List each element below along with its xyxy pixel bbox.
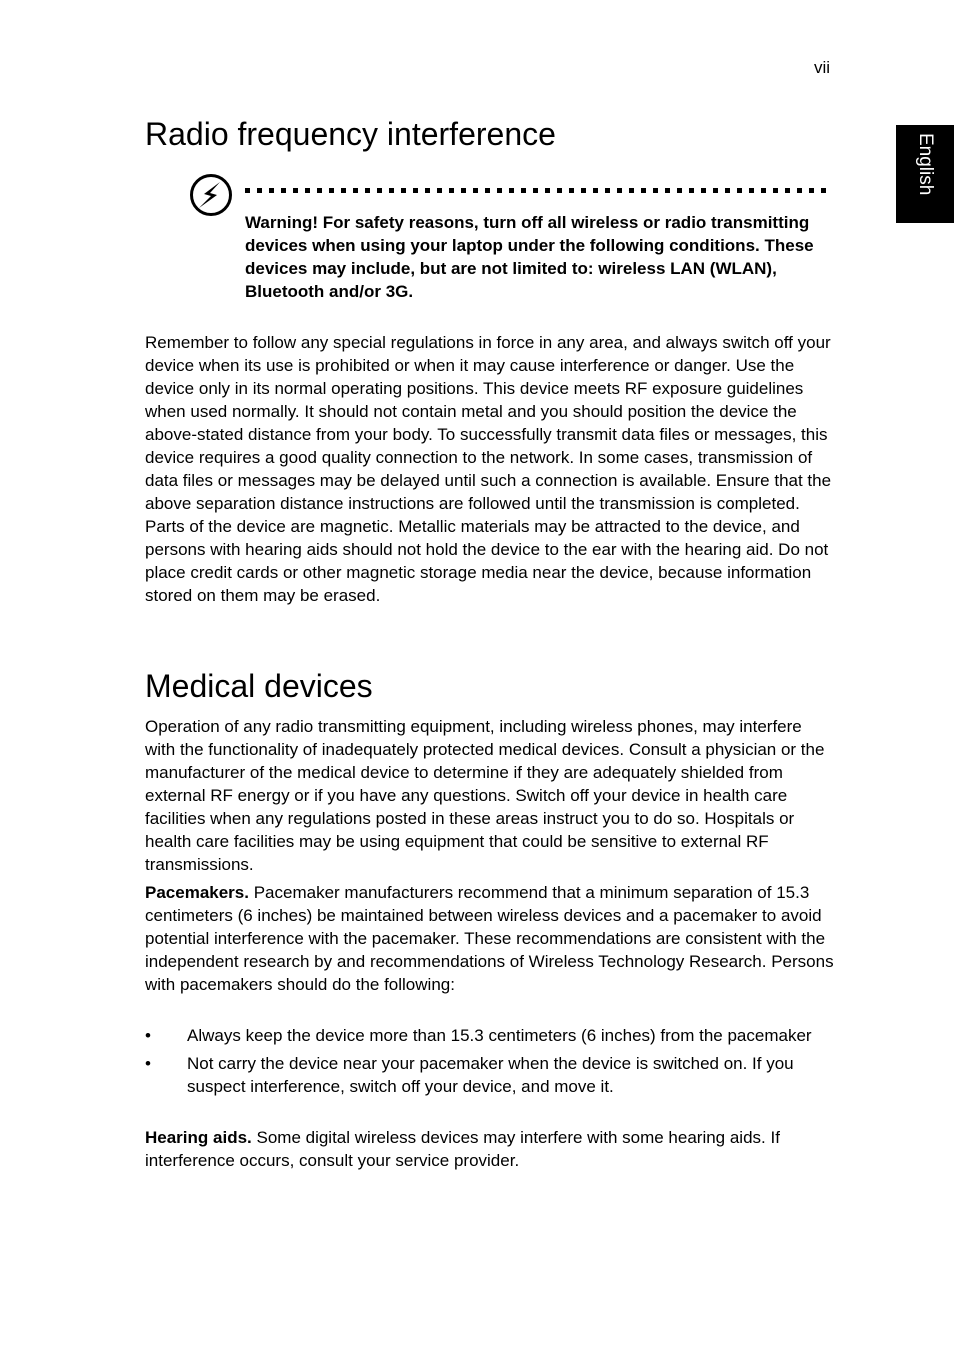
pacemaker-advice-list	[145, 1024, 835, 1103]
medical-intro-paragraph: Operation of any radio transmitting equipment, including wireless phones, may interfere with the functionality of inadequately protected medical devices. Consult a physician or the manufacturer of the medical device to determine if they are adequately shielded from external RF energy or if you have any questions. Switch off your device in health care facilities when any regulations posted in these areas instruct you to do so. Hospitals or health care facilities may be using equipment that could be sensitive to external RF transmissions.	[145, 717, 825, 874]
list-item-text: Not carry the device near your pacemaker when the device is switched on. If you suspect interference, switch off your device, and move it.	[187, 1054, 794, 1096]
page-number: vii	[813, 58, 830, 77]
bullet-icon: •	[145, 1054, 151, 1073]
hearing-aids-paragraph	[145, 1126, 835, 1172]
section-title-radio: Radio frequency interference	[145, 116, 556, 152]
list-item	[145, 1024, 835, 1047]
section-title-medical: Medical devices	[145, 668, 373, 704]
warning-text: Warning! For safety reasons, turn off all wireless or radio transmitting devices when using your laptop under the following conditions. These devices may include, but are not limited to: wireless LAN (WLAN), Bluetooth and/or 3G.	[245, 213, 814, 301]
hearing-aids-text: Some digital wireless devices may interfere with some hearing aids. If interference occurs, consult your service provider.	[145, 1128, 780, 1170]
lightning-warning-icon	[189, 173, 233, 217]
pacemakers-text: Pacemaker manufacturers recommend that a minimum separation of 15.3 centimeters (6 inches) be maintained between wireless devices and a pacemaker to avoid potential interference with the pacemaker. These recommendations are consistent with the independent research by and recommendations of Wireless Technology Research. Persons with pacemakers should do the following:	[145, 883, 834, 994]
list-item	[145, 1052, 835, 1098]
language-tab	[896, 125, 954, 223]
hearing-aids-label: Hearing aids.	[145, 1128, 252, 1147]
radio-body-paragraph: Remember to follow any special regulations in force in any area, and always switch off your device when its use is prohibited or when it may cause interference or danger. Use the device only in its normal operating positions. This device meets RF exposure guidelines when used normally. It should not contain metal and you should position the device the above-stated distance from your body. To successfully transmit data files or messages, this device requires a good quality connection to the network. In some cases, transmission of data files or messages may be delayed until such a connection is available. Ensure that the above separation distance instructions are followed until the transmission is completed. Parts of the device are magnetic. Metallic materials may be attracted to the device, and persons with hearing aids should not hold the device to the ear with the hearing aid. Do not place credit cards or other magnetic storage media near the device, because information stored on them may be erased.	[145, 333, 832, 605]
list-item-text: Always keep the device more than 15.3 centimeters (6 inches) from the pacemaker	[187, 1026, 812, 1045]
bullet-icon: •	[145, 1026, 151, 1045]
pacemakers-paragraph	[145, 881, 835, 996]
warning-divider	[245, 188, 833, 193]
language-tab-label: English	[915, 133, 936, 196]
pacemakers-label: Pacemakers.	[145, 883, 249, 902]
